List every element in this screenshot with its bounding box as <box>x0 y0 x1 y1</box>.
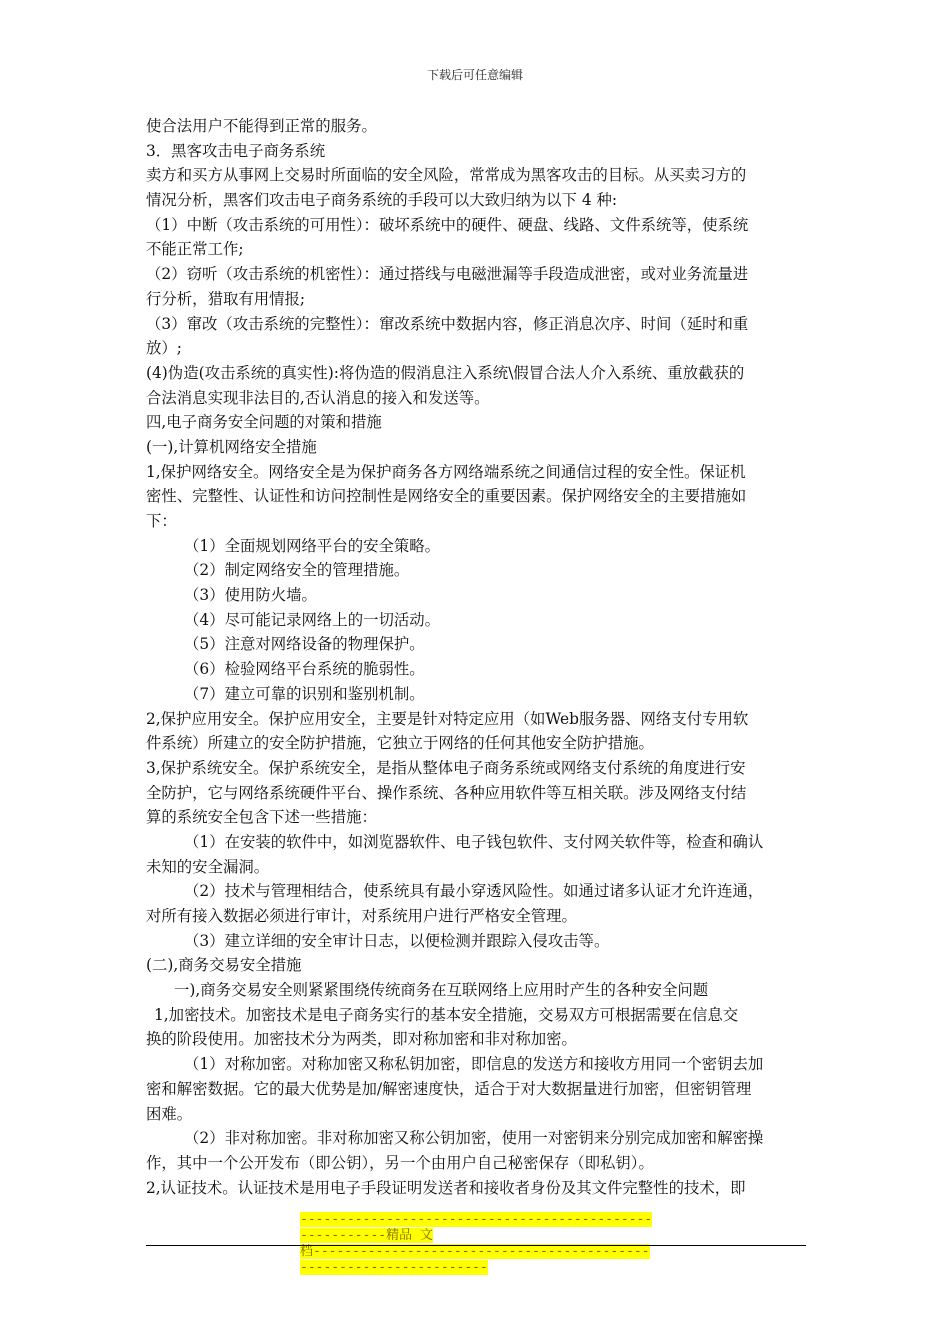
section-heading: 四,电子商务安全问题的对策和措施 <box>146 413 382 432</box>
text-line: 卖方和买方从事网上交易时所面临的安全风险，常常成为黑客攻击的目标。从买卖习方的 <box>146 166 747 185</box>
list-item: （4）尽可能记录网络上的一切活动。 <box>184 610 441 629</box>
text-line: 情况分析，黑客们攻击电子商务系统的手段可以大致归纳为以下 4 种: <box>146 191 618 210</box>
text-line: 下： <box>146 512 177 530</box>
text-line: 密和解密数据。它的最大优势是加/解密速度快，适合于对大数据量进行加密，但密钥管理 <box>146 1079 752 1098</box>
page-header: 下载后可任意编辑 <box>426 68 523 82</box>
list-item: （2）制定网络安全的管理措施。 <box>184 561 410 580</box>
text-line: 2,保护应用安全。保护应用安全，主要是针对特定应用（如Web服务器、网络支付专用软 <box>146 709 749 728</box>
subsection-heading: (一),计算机网络安全措施 <box>146 437 317 456</box>
text-line: 放）; <box>146 339 182 358</box>
text-line: 使合法用户不能得到正常的服务。 <box>146 117 377 135</box>
text-line: 合法消息实现非法目的,否认消息的接入和发送等。 <box>146 388 490 407</box>
text-line: (4)伪造(攻击系统的真实性):将伪造的假消息注入系统\假冒合法人介入系统、重放截获的 <box>146 363 745 382</box>
text-line: 1,加密技术。加密技术是电子商务实行的基本安全措施，交易双方可根据需要在信息交 <box>154 1005 739 1024</box>
text-line: 对所有接入数据必须进行审计，对系统用户进行严格安全管理。 <box>146 907 577 925</box>
text-line: 1,保护网络安全。网络安全是为保护商务各方网络端系统之间通信过程的安全性。保证机 <box>146 462 746 481</box>
footer-watermark <box>300 1212 656 1276</box>
list-item: （1）对称加密。对称加密又称私钥加密，即信息的发送方和接收方用同一个密钥去加 <box>184 1055 764 1074</box>
list-item: （2）技术与管理相结合，使系统具有最小穿透风险性。如通过诸多认证才允许连通， <box>184 882 764 901</box>
list-item: （7）建立可靠的识别和鉴别机制。 <box>184 684 425 703</box>
text-line: （2）窃听（攻击系统的机密性）：通过搭线与电磁泄漏等手段造成泄密，或对业务流量进 <box>146 265 749 284</box>
document-body <box>146 114 810 1200</box>
text-line: 件系统）所建立的安全防护措施，它独立于网络的任何其他安全防护措施。 <box>146 734 654 753</box>
text-line: 2,认证技术。认证技术是用电子手段证明发送者和接收者身份及其文件完整性的技术，即 <box>146 1178 746 1197</box>
list-item: （2）非对称加密。非对称加密又称公钥加密，使用一对密钥来分别完成加密和解密操 <box>184 1129 764 1148</box>
list-item: （1）全面规划网络平台的安全策略。 <box>184 536 441 555</box>
text-line: 3,保护系统安全。保护系统安全，是指从整体电子商务系统或网络支付系统的角度进行安 <box>146 758 746 777</box>
footer-divider <box>146 1245 806 1246</box>
footer-watermark-line1: --------------------------------------------------------精品 文 <box>300 1212 653 1243</box>
text-line: 算的系统安全包含下述一些措施： <box>146 808 377 827</box>
text-line: （1）中断（攻击系统的可用性）：破坏系统中的硬件、硬盘、线路、文件系统等，使系统 <box>146 215 749 234</box>
section-heading: 3．黑客攻击电子商务系统 <box>146 141 326 160</box>
text-line: 行分析，猎取有用情报; <box>146 289 306 308</box>
text-line: 不能正常工作; <box>146 240 244 259</box>
text-line: 困难。 <box>146 1104 193 1123</box>
text-line: 换的阶段使用。加密技术分为两类，即对称加密和非对称加密。 <box>146 1030 577 1049</box>
list-item: （5）注意对网络设备的物理保护。 <box>184 635 425 654</box>
text-line: 未知的安全漏洞。 <box>146 857 270 876</box>
text-line: （3）窜改（攻击系统的完整性）：窜改系统中数据内容，修正消息次序、时间（延时和重 <box>146 314 749 333</box>
text-line: 作，其中一个公开发布（即公钥），另一个由用户自己秘密保存（即私钥）。 <box>146 1153 654 1172</box>
list-item: （3）使用防火墙。 <box>184 586 317 605</box>
list-item: （3）建立详细的安全审计日志，以便检测并跟踪入侵攻击等。 <box>184 931 610 950</box>
list-item: （6）检验网络平台系统的脆弱性。 <box>184 660 425 679</box>
subsection-heading: (二),商务交易安全措施 <box>146 956 302 975</box>
text-line: 一),商务交易安全则紧紧围绕传统商务在互联网络上应用时产生的各种安全问题 <box>174 981 709 1000</box>
text-line: 全防护，它与网络系统硬件平台、操作系统、各种应用软件等互相关联。涉及网络支付结 <box>146 783 747 802</box>
text-line: 密性、完整性、认证性和访问控制性是网络安全的重要因素。保护网络安全的主要措施如 <box>146 487 747 506</box>
footer-watermark-line2: 档------------------------------------------------------------------- <box>300 1244 650 1275</box>
list-item: （1）在安装的软件中，如浏览器软件、电子钱包软件、支付网关软件等，检查和确认 <box>184 832 764 851</box>
